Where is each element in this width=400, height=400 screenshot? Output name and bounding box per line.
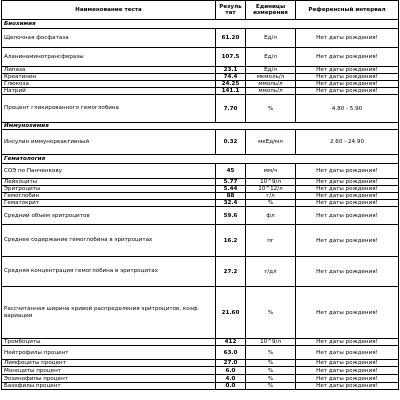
reference-interval: Нет даты рождения! <box>296 257 399 287</box>
test-unit: фл <box>246 207 296 225</box>
reference-interval: Нет даты рождения! <box>296 383 399 390</box>
table-row <box>2 200 399 207</box>
test-name: Аланинаминотрансферазы <box>2 48 216 67</box>
reference-interval: Нет даты рождения! <box>296 225 399 257</box>
test-result: 32.4 <box>216 200 246 207</box>
reference-interval: Нет даты рождения! <box>296 179 399 186</box>
reference-interval: Нет даты рождения! <box>296 375 399 383</box>
table-row <box>2 88 399 95</box>
table-row <box>2 207 399 225</box>
test-unit: ммоль/л <box>246 88 296 95</box>
test-result: 45 <box>216 164 246 179</box>
test-result: 74.4 <box>216 74 246 81</box>
reference-interval: Нет даты рождения! <box>296 88 399 95</box>
reference-interval: Нет даты рождения! <box>296 339 399 346</box>
reference-interval: Нет даты рождения! <box>296 346 399 360</box>
test-unit: мкмоль/л <box>246 74 296 81</box>
reference-interval: Нет даты рождения! <box>296 193 399 200</box>
test-unit: 10^12/л <box>246 186 296 193</box>
header-name: Наименование теста <box>2 1 216 20</box>
test-unit: мм/ч <box>246 164 296 179</box>
table-row <box>2 360 399 367</box>
test-result: 61.20 <box>216 29 246 48</box>
test-name: Инсулин иммунореактивный <box>2 130 216 155</box>
test-name: Щелочная фосфатаза <box>2 29 216 48</box>
test-unit: % <box>246 200 296 207</box>
table-row <box>2 179 399 186</box>
test-result: 6.0 <box>216 367 246 375</box>
test-name: Лейкоциты <box>2 179 216 186</box>
test-unit: % <box>246 367 296 375</box>
test-result: 27.0 <box>216 360 246 367</box>
test-unit: 10^9/л <box>246 179 296 186</box>
test-unit: % <box>246 383 296 390</box>
test-unit: % <box>246 346 296 360</box>
test-name: Нейтрофилы процент <box>2 346 216 360</box>
test-result: 21.60 <box>216 287 246 339</box>
test-unit: ммоль/л <box>246 81 296 88</box>
test-unit: % <box>246 287 296 339</box>
lab-results-document <box>1 0 398 400</box>
test-result: 141.1 <box>216 88 246 95</box>
table-row <box>2 346 399 360</box>
test-unit: мкЕд/мл <box>246 130 296 155</box>
test-name: Базофилы процент <box>2 383 216 390</box>
table-row <box>2 67 399 74</box>
table-row <box>2 367 399 375</box>
reference-interval: Нет даты рождения! <box>296 29 399 48</box>
section-row <box>2 123 399 130</box>
test-result: 24.25 <box>216 81 246 88</box>
test-result: 107.5 <box>216 48 246 67</box>
reference-interval: Нет даты рождения! <box>296 367 399 375</box>
section-title: Гематология <box>2 155 399 164</box>
test-result: 0.32 <box>216 130 246 155</box>
table-row <box>2 339 399 346</box>
test-unit: пг <box>246 225 296 257</box>
reference-interval: Нет даты рождения! <box>296 360 399 367</box>
table-row <box>2 375 399 383</box>
test-result: 63.0 <box>216 346 246 360</box>
table-row <box>2 225 399 257</box>
test-name: СОЭ по Панченкову <box>2 164 216 179</box>
test-unit: % <box>246 95 296 123</box>
table-row <box>2 164 399 179</box>
reference-interval: Нет даты рождения! <box>296 200 399 207</box>
test-name: Креатинин <box>2 74 216 81</box>
test-name: Средний объем эритроцитов <box>2 207 216 225</box>
test-name: Рассчитанная ширина кривой распределения эритроцитов, коэф. вариации <box>2 287 216 339</box>
test-name: Гемоглобин <box>2 193 216 200</box>
reference-interval: Нет даты рождения! <box>296 81 399 88</box>
test-result: 27.2 <box>216 257 246 287</box>
table-row <box>2 74 399 81</box>
table-row <box>2 193 399 200</box>
test-result: 0.0 <box>216 383 246 390</box>
test-result: 88 <box>216 193 246 200</box>
reference-interval: Нет даты рождения! <box>296 164 399 179</box>
table-row <box>2 95 399 123</box>
test-result: 412 <box>216 339 246 346</box>
test-name: Глюкоза <box>2 81 216 88</box>
results-body <box>2 20 399 390</box>
test-unit: г/л <box>246 193 296 200</box>
reference-interval: 2.60 - 24.90 <box>296 130 399 155</box>
test-result: 16.2 <box>216 225 246 257</box>
table-row <box>2 383 399 390</box>
table-row <box>2 48 399 67</box>
test-name: Липаза <box>2 67 216 74</box>
table-row <box>2 130 399 155</box>
reference-interval: Нет даты рождения! <box>296 186 399 193</box>
test-name: Тромбоциты <box>2 339 216 346</box>
table-row <box>2 186 399 193</box>
section-row <box>2 20 399 29</box>
reference-interval: Нет даты рождения! <box>296 67 399 74</box>
test-name: Лимфоциты процент <box>2 360 216 367</box>
header-units: Единицы измерения <box>246 1 296 20</box>
test-unit: Ед/л <box>246 67 296 74</box>
test-unit: 10^9/л <box>246 339 296 346</box>
test-unit: г/дл <box>246 257 296 287</box>
reference-interval: Нет даты рождения! <box>296 287 399 339</box>
test-result: 4.0 <box>216 375 246 383</box>
test-name: Натрий <box>2 88 216 95</box>
test-name: Средняя концентрация гемоглобина в эритроцитах <box>2 257 216 287</box>
reference-interval: Нет даты рождения! <box>296 48 399 67</box>
test-name: Процент гликированного гемоглобина <box>2 95 216 123</box>
section-title: Биохимия <box>2 20 399 29</box>
test-name: Гематокрит <box>2 200 216 207</box>
test-result: 23.1 <box>216 67 246 74</box>
header-row <box>2 1 399 20</box>
table-row <box>2 81 399 88</box>
section-row <box>2 155 399 164</box>
test-result: 59.6 <box>216 207 246 225</box>
table-row <box>2 287 399 339</box>
header-result: Резуль тат <box>216 1 246 20</box>
section-title: Иммунохимия <box>2 123 399 130</box>
test-result: 5.44 <box>216 186 246 193</box>
reference-interval: Нет даты рождения! <box>296 74 399 81</box>
test-name: Эозинофилы процент <box>2 375 216 383</box>
test-unit: % <box>246 360 296 367</box>
table-row <box>2 257 399 287</box>
test-unit: Ед/л <box>246 48 296 67</box>
results-table <box>1 0 399 390</box>
header-reference: Референсный интервал <box>296 1 399 20</box>
test-unit: % <box>246 375 296 383</box>
reference-interval: Нет даты рождения! <box>296 207 399 225</box>
test-name: Эритроциты <box>2 186 216 193</box>
test-name: Среднее содержание гемоглобина в эритроцитах <box>2 225 216 257</box>
test-unit: Ед/л <box>246 29 296 48</box>
test-result: 7.70 <box>216 95 246 123</box>
test-result: 5.77 <box>216 179 246 186</box>
test-name: Моноциты процент <box>2 367 216 375</box>
table-row <box>2 29 399 48</box>
reference-interval: 4.80 - 5.90 <box>296 95 399 123</box>
